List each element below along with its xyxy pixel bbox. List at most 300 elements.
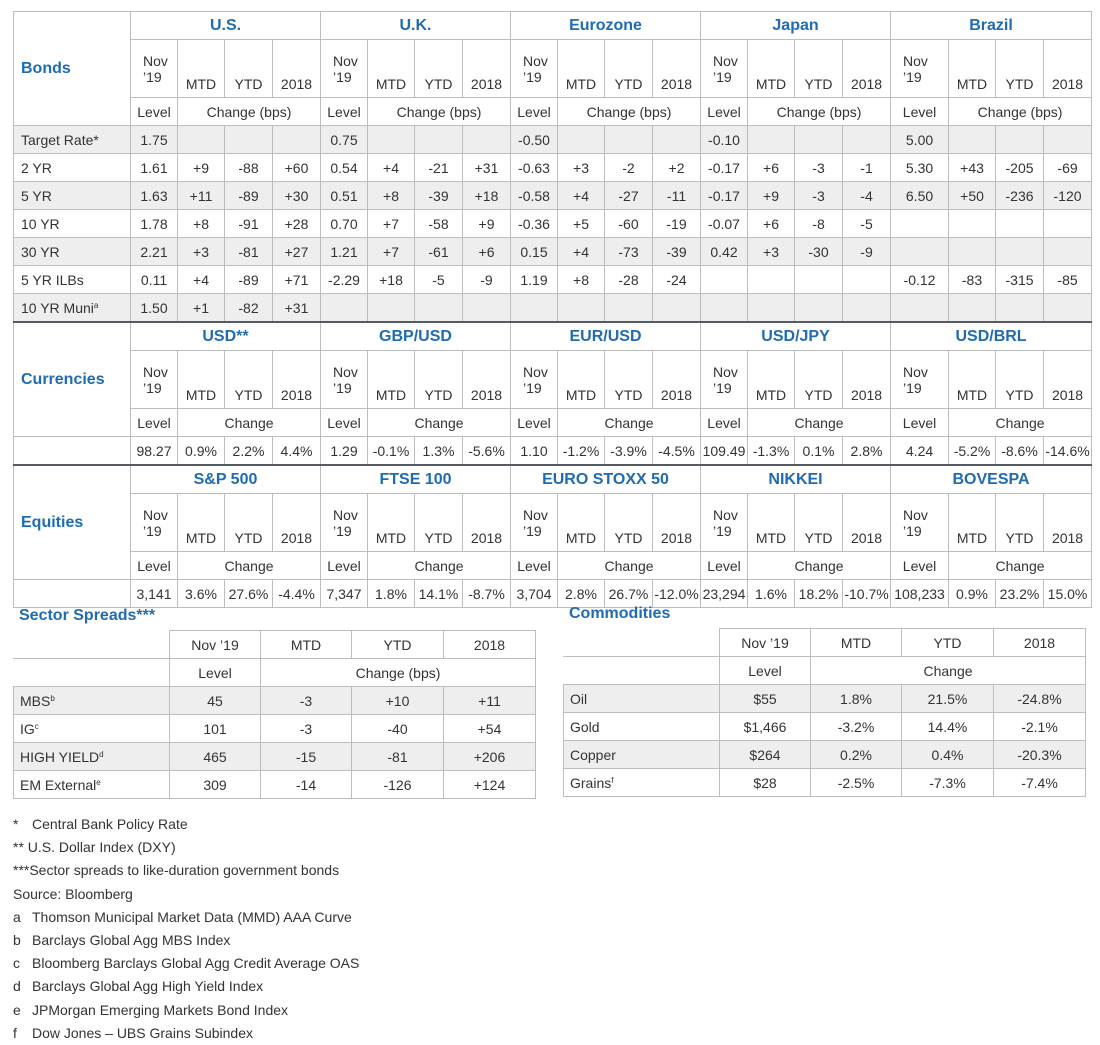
col-nov-year: ’19 [713,68,732,85]
col-nov-19 [891,351,949,409]
currencies-section-label: Currencies [14,322,131,437]
bond-value-cell: -39 [653,238,701,266]
bond-value-cell: +4 [558,182,605,210]
col-nov-month: Nov [903,363,928,380]
bond-value-cell [558,294,605,323]
col-nov-month: Nov [333,363,358,380]
footnote-marker: a [93,300,99,310]
level-label: Level [720,657,811,685]
commodities-row-label-text: Gold [570,718,600,735]
commodities-value-cell: 1.8% [811,685,902,713]
bond-value-cell [996,126,1044,154]
col-nov-month: Nov [333,506,358,523]
sector_spreads-row-label-text: EM External [20,776,97,793]
col-mtd: MTD [558,494,605,552]
bond-value-cell: +27 [273,238,321,266]
commodities-table [563,628,1086,797]
bond-row [14,294,1092,323]
col-ytd: YTD [795,40,843,98]
col-2018: 2018 [273,40,321,98]
currencies-value-cell: 1.10 [511,437,558,466]
footnote-marker: c [34,721,39,731]
level-label: Level [131,98,178,126]
bond-value-cell: +31 [273,294,321,323]
bond-value-cell: -19 [653,210,701,238]
bond-value-cell: -27 [605,182,653,210]
col-nov-year: ’19 [523,68,542,85]
bond-value-cell: +2 [653,154,701,182]
col-2018: 2018 [653,494,701,552]
bond-value-cell: -0.50 [511,126,558,154]
equities-value-cell: -10.7% [843,580,891,608]
sector_spreads-row-label [14,771,170,799]
bond-value-cell: -0.12 [891,266,949,294]
currencies-values-row [14,437,1092,466]
bond-value-cell: -236 [996,182,1044,210]
bond-value-cell: 1.21 [321,238,368,266]
col-mtd: MTD [368,40,415,98]
col-ytd: YTD [415,494,463,552]
bond-value-cell [1044,238,1092,266]
change-label: Change [368,409,511,437]
sector-spreads-body [14,631,536,799]
bond-value-cell: 1.78 [131,210,178,238]
bond-value-cell [511,294,558,323]
commodities-value-cell: $28 [720,769,811,797]
footnote-mark: * [13,816,19,832]
bond-value-cell: 0.42 [701,238,748,266]
footnote-mark: c [13,955,20,972]
bond-value-cell [701,294,748,323]
col-nov-19 [701,494,748,552]
col-mtd: MTD [178,351,225,409]
commodities-value-cell: -2.1% [994,713,1086,741]
col-nov-19 [321,40,368,98]
bond-value-cell [949,294,996,323]
col-nov-19 [511,351,558,409]
bond-value-cell: +5 [558,210,605,238]
col-mtd: MTD [261,631,352,659]
change-label: Change [558,409,701,437]
footnote-line [13,999,613,1022]
col-nov-19: Nov ’19 [720,629,811,657]
col-nov-month: Nov [713,506,738,523]
sector_spreads-value-cell: -14 [261,771,352,799]
footnote-line [13,859,613,882]
region-name: Japan [701,12,891,40]
commodities-value-cell: -20.3% [994,741,1086,769]
region-name: FTSE 100 [321,465,511,494]
equities-region-row [14,465,1092,494]
equities-value-cell: 3,141 [131,580,178,608]
bond-value-cell [949,126,996,154]
col-2018: 2018 [653,351,701,409]
market-data-table [13,11,1092,608]
bond-row-label [14,154,131,182]
sector_spreads-row-label [14,715,170,743]
footnote-line [13,975,613,998]
footnotes [13,813,613,1045]
col-mtd: MTD [949,40,996,98]
footnote-text: Barclays Global Agg High Yield Index [32,978,264,995]
sector_spreads-row [14,687,536,715]
equities-value-cell: 1.6% [748,580,795,608]
bond-value-cell [321,294,368,323]
currencies-level-change-row [14,409,1092,437]
commodities-level-change-row [564,657,1086,685]
level-label: Level [891,552,949,580]
footnote-text: Thomson Municipal Market Data (MMD) AAA Curve [32,908,352,925]
bond-row [14,126,1092,154]
currencies-value-cell: 98.27 [131,437,178,466]
col-mtd: MTD [558,351,605,409]
region-name: USD/JPY [701,322,891,351]
sector_spreads-value-cell: +10 [352,687,444,715]
col-mtd: MTD [558,40,605,98]
footnote-mark: a [13,908,21,925]
bond-value-cell: +6 [463,238,511,266]
bond-value-cell [368,126,415,154]
equities-value-cell: 3,704 [511,580,558,608]
region-name: USD** [131,322,321,351]
bond-value-cell [1044,294,1092,323]
footnote-line [13,1022,613,1045]
level-label: Level [891,98,949,126]
commodities-header-blank [564,629,720,657]
currencies-value-cell: 4.4% [273,437,321,466]
currencies-value-cell: 109.49 [701,437,748,466]
bond-value-cell: -69 [1044,154,1092,182]
sector_spreads-value-cell: 309 [170,771,261,799]
change-label: Change [748,409,891,437]
commodities-row [564,741,1086,769]
col-mtd: MTD [748,351,795,409]
equities-value-cell: 23.2% [996,580,1044,608]
bond-value-cell: -0.63 [511,154,558,182]
change-label: Change (bps) [178,98,321,126]
col-nov-year: ’19 [333,68,352,85]
footnote-line [13,906,613,929]
col-ytd: YTD [605,351,653,409]
bonds-section-label: Bonds [14,12,131,126]
bond-value-cell: +43 [949,154,996,182]
bond-value-cell: +31 [463,154,511,182]
bonds-column-header-row [14,40,1092,98]
footnote-text: Central Bank Policy Rate [32,816,188,832]
sector_spreads-row-label [14,687,170,715]
bond-value-cell [996,294,1044,323]
sector_spreads-row [14,743,536,771]
bond-value-cell: +28 [273,210,321,238]
commodities-row-label [564,741,720,769]
col-ytd: YTD [605,494,653,552]
level-label: Level [511,409,558,437]
sector-spreads-title: Sector Spreads*** [19,607,156,624]
bond-value-cell: 0.11 [131,266,178,294]
bond-value-cell: -120 [1044,182,1092,210]
bond-value-cell: -205 [996,154,1044,182]
currencies-value-cell: -5.2% [949,437,996,466]
bond-value-cell: +4 [558,238,605,266]
equities-value-cell: 108,233 [891,580,949,608]
bond-value-cell: -58 [415,210,463,238]
commodities-value-cell: 0.2% [811,741,902,769]
region-name: U.S. [131,12,321,40]
col-mtd: MTD [368,494,415,552]
equities-value-cell: 26.7% [605,580,653,608]
col-nov-month: Nov [903,506,928,523]
col-ytd: YTD [225,351,273,409]
sector-spreads-table [13,630,536,799]
col-nov-year: ’19 [903,522,922,539]
sector_spreads-header-blank [14,631,170,659]
bond-row [14,210,1092,238]
bond-value-cell: +3 [558,154,605,182]
bond-value-cell [748,266,795,294]
bond-value-cell: +1 [178,294,225,323]
currencies-value-cell: -1.2% [558,437,605,466]
col-nov-month: Nov [143,52,168,69]
col-2018: 2018 [444,631,536,659]
col-nov-month: Nov [713,52,738,69]
equities-value-cell: 3.6% [178,580,225,608]
bond-value-cell: -28 [605,266,653,294]
bond-value-cell [605,294,653,323]
bond-value-cell [949,238,996,266]
bond-value-cell [891,294,949,323]
bond-value-cell [368,294,415,323]
col-ytd: YTD [225,494,273,552]
level-label: Level [511,552,558,580]
level-label: Level [701,552,748,580]
currencies-value-cell: 2.2% [225,437,273,466]
bond-value-cell: -11 [653,182,701,210]
equities-values-row [14,580,1092,608]
commodities-row-label [564,713,720,741]
bond-value-cell [415,294,463,323]
col-2018: 2018 [1044,494,1092,552]
sector_spreads-value-cell: 465 [170,743,261,771]
bond-value-cell [949,210,996,238]
col-2018: 2018 [843,351,891,409]
bond-value-cell: 0.54 [321,154,368,182]
bond-value-cell: -0.17 [701,182,748,210]
level-label: Level [701,409,748,437]
col-2018: 2018 [463,494,511,552]
sector_spreads-value-cell: -15 [261,743,352,771]
commodities-value-cell: $55 [720,685,811,713]
col-ytd: YTD [996,351,1044,409]
col-nov-19 [131,494,178,552]
footnote-text: Barclays Global Agg MBS Index [32,931,231,948]
col-nov-year: ’19 [523,522,542,539]
region-name: BOVESPA [891,465,1092,494]
bond-value-cell [1044,210,1092,238]
currencies-value-cell: -5.6% [463,437,511,466]
commodities-value-cell: 21.5% [902,685,994,713]
equities-value-cell: -12.0% [653,580,701,608]
currencies-region-row [14,322,1092,351]
bond-value-cell: +18 [463,182,511,210]
commodities-row-label-text: Grains [570,774,612,791]
col-nov-month: Nov [713,363,738,380]
sector_spreads-value-cell: +206 [444,743,536,771]
bond-value-cell: 0.15 [511,238,558,266]
commodities-value-cell: $1,466 [720,713,811,741]
bond-value-cell: +8 [368,182,415,210]
equities-value-cell: 15.0% [1044,580,1092,608]
sector_spreads-row-label [14,743,170,771]
equities-value-cell: 14.1% [415,580,463,608]
level-label: Level [321,552,368,580]
commodities-row [564,685,1086,713]
commodities-value-cell: -24.8% [994,685,1086,713]
bond-value-cell: -81 [225,238,273,266]
col-2018: 2018 [463,40,511,98]
commodities-row-label [564,769,720,797]
col-mtd: MTD [368,351,415,409]
bond-row-label-text: 10 YR Muni [21,299,94,316]
change-label: Change [748,552,891,580]
bond-value-cell: 2.21 [131,238,178,266]
region-name: S&P 500 [131,465,321,494]
equities-section-label: Equities [14,465,131,580]
bond-value-cell: 0.70 [321,210,368,238]
commodities-title: Commodities [569,605,671,622]
equities-value-cell: -8.7% [463,580,511,608]
bond-value-cell: +7 [368,238,415,266]
bond-value-cell [415,126,463,154]
footnote-mark: d [13,978,21,995]
bond-value-cell [701,266,748,294]
col-ytd: YTD [605,40,653,98]
bond-row [14,266,1092,294]
change-label: Change [949,409,1092,437]
sector_spreads-value-cell: +124 [444,771,536,799]
bond-row-label [14,266,131,294]
commodities-row-label-text: Copper [570,746,616,763]
level-label: Level [891,409,949,437]
equities-value-cell: 1.8% [368,580,415,608]
currencies-value-cell: 0.1% [795,437,843,466]
bond-value-cell: -30 [795,238,843,266]
bond-value-cell [463,294,511,323]
bond-value-cell [996,238,1044,266]
bond-value-cell: 1.19 [511,266,558,294]
commodities-row-label [564,685,720,713]
sector_spreads-value-cell: -3 [261,687,352,715]
bond-value-cell: +7 [368,210,415,238]
commodities-value-cell: $264 [720,741,811,769]
footnote-text: Dow Jones – UBS Grains Subindex [32,1024,253,1041]
region-name: Eurozone [511,12,701,40]
bond-value-cell: 5.30 [891,154,949,182]
bond-value-cell: -89 [225,266,273,294]
sector_spreads-row-label-text: IG [20,720,35,737]
sector_spreads-value-cell: 45 [170,687,261,715]
bond-value-cell: -61 [415,238,463,266]
bond-value-cell: +9 [178,154,225,182]
col-nov-month: Nov [523,506,548,523]
col-2018: 2018 [843,40,891,98]
sector_spreads-row [14,715,536,743]
equities-value-cell: 23,294 [701,580,748,608]
bond-value-cell: -9 [463,266,511,294]
col-nov-19 [321,351,368,409]
commodities-value-cell: 14.4% [902,713,994,741]
level-label: Level [131,552,178,580]
col-ytd: YTD [795,494,843,552]
footnote-marker: b [50,693,55,703]
bond-value-cell [843,294,891,323]
sector_spreads-value-cell: -3 [261,715,352,743]
bond-row-label-text: 10 YR [21,215,60,232]
equities-column-header-row [14,494,1092,552]
currencies-value-cell: -3.9% [605,437,653,466]
change-label: Change [558,552,701,580]
bond-value-cell: -21 [415,154,463,182]
commodities-value-cell: -3.2% [811,713,902,741]
col-2018: 2018 [1044,40,1092,98]
level-label: Level [701,98,748,126]
bond-value-cell: -2 [605,154,653,182]
change-label: Change (bps) [261,659,536,687]
bond-value-cell: -0.36 [511,210,558,238]
bond-value-cell: +18 [368,266,415,294]
col-mtd: MTD [949,494,996,552]
col-nov-19: Nov ’19 [170,631,261,659]
equities-row-label-blank [14,580,131,608]
col-ytd: YTD [902,629,994,657]
bond-value-cell: -82 [225,294,273,323]
sector_spreads-row-label-text: MBS [20,692,51,709]
bond-value-cell [996,210,1044,238]
sector_spreads-value-cell: +11 [444,687,536,715]
level-label: Level [131,409,178,437]
bond-value-cell [273,126,321,154]
bond-value-cell: +3 [178,238,225,266]
bond-value-cell: 0.75 [321,126,368,154]
bond-value-cell: 0.51 [321,182,368,210]
bond-value-cell: -5 [843,210,891,238]
change-label: Change (bps) [748,98,891,126]
col-2018: 2018 [843,494,891,552]
col-2018: 2018 [273,351,321,409]
bond-row-label-text: 2 YR [21,159,52,176]
bond-value-cell [178,126,225,154]
col-ytd: YTD [795,351,843,409]
commodities-value-cell: -7.3% [902,769,994,797]
bond-value-cell: -88 [225,154,273,182]
currencies-value-cell: 0.9% [178,437,225,466]
currencies-value-cell: -14.6% [1044,437,1092,466]
bond-row [14,154,1092,182]
bond-value-cell: -4 [843,182,891,210]
footnote-text: ***Sector spreads to like-duration government bonds [13,862,340,879]
bond-value-cell [463,126,511,154]
bond-value-cell: 1.63 [131,182,178,210]
bond-value-cell: +9 [463,210,511,238]
equities-value-cell: 0.9% [949,580,996,608]
footnote-marker: e [96,777,101,787]
commodities-row [564,769,1086,797]
col-ytd: YTD [225,40,273,98]
currencies-value-cell: -1.3% [748,437,795,466]
col-mtd: MTD [811,629,902,657]
bond-value-cell: -9 [843,238,891,266]
footnote-mark: e [13,1001,21,1018]
equities-value-cell: 27.6% [225,580,273,608]
